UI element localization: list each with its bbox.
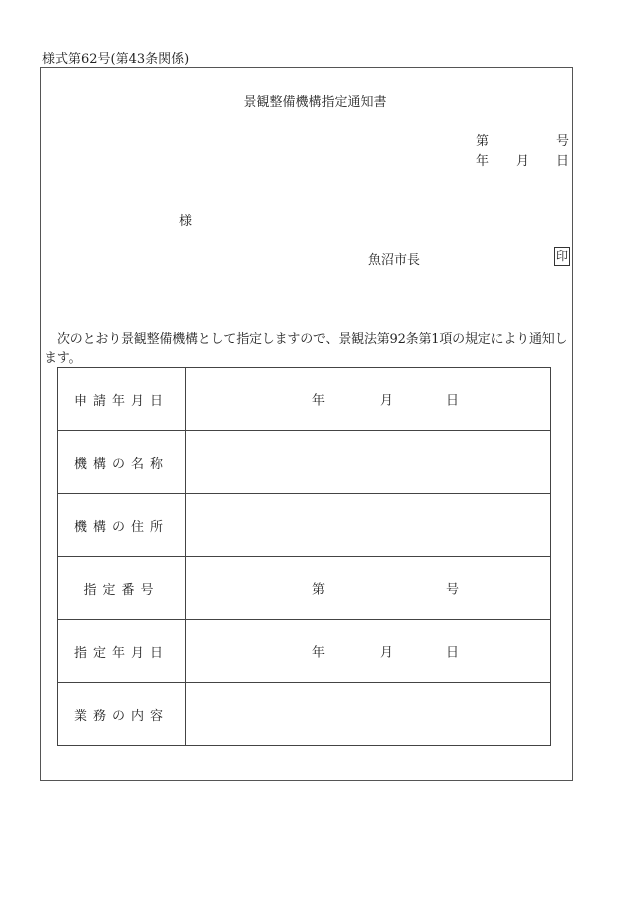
application-date-month: 月 <box>380 393 394 409</box>
form-number: 様式第62号(第43条関係) <box>42 52 190 67</box>
sender-name: 魚沼市長 <box>368 253 421 268</box>
org-address-field <box>186 494 551 557</box>
designation-number-go: 号 <box>446 582 460 598</box>
row-label-org-address: 機構の住所 <box>58 494 186 557</box>
notice-date-day: 日 <box>556 154 570 169</box>
notice-body-text: 次のとおり景観整備機構として指定しますので、景観法第92条第1項の規定により通知します。 <box>44 332 568 366</box>
designation-date-field <box>186 620 551 683</box>
document-title: 景観整備機構指定通知書 <box>243 95 387 110</box>
details-table <box>57 367 551 746</box>
table-row <box>58 368 551 431</box>
row-label-application-date: 申請年月日 <box>58 368 186 431</box>
application-date-year: 年 <box>312 393 326 409</box>
table-row <box>58 620 551 683</box>
notice-date-month: 月 <box>516 154 530 169</box>
row-label-business-content: 業務の内容 <box>58 683 186 746</box>
row-label-designation-number: 指定番号 <box>58 557 186 620</box>
table-row <box>58 683 551 746</box>
addressee-suffix: 様 <box>179 214 193 229</box>
notice-date-year: 年 <box>476 154 490 169</box>
designation-date-year: 年 <box>312 645 326 661</box>
table-row <box>58 557 551 620</box>
table-row <box>58 494 551 557</box>
designation-number-dai: 第 <box>312 582 326 598</box>
notice-number-dai: 第 <box>476 134 490 149</box>
application-date-day: 日 <box>446 393 460 409</box>
row-label-org-name: 機構の名称 <box>58 431 186 494</box>
seal-mark: 印 <box>554 247 570 266</box>
application-date-field <box>186 368 551 431</box>
notice-number-go: 号 <box>556 134 570 149</box>
designation-number-field <box>186 557 551 620</box>
designation-date-day: 日 <box>446 645 460 661</box>
table-row <box>58 431 551 494</box>
business-content-field <box>186 683 551 746</box>
org-name-field <box>186 431 551 494</box>
row-label-designation-date: 指定年月日 <box>58 620 186 683</box>
designation-date-month: 月 <box>380 645 394 661</box>
